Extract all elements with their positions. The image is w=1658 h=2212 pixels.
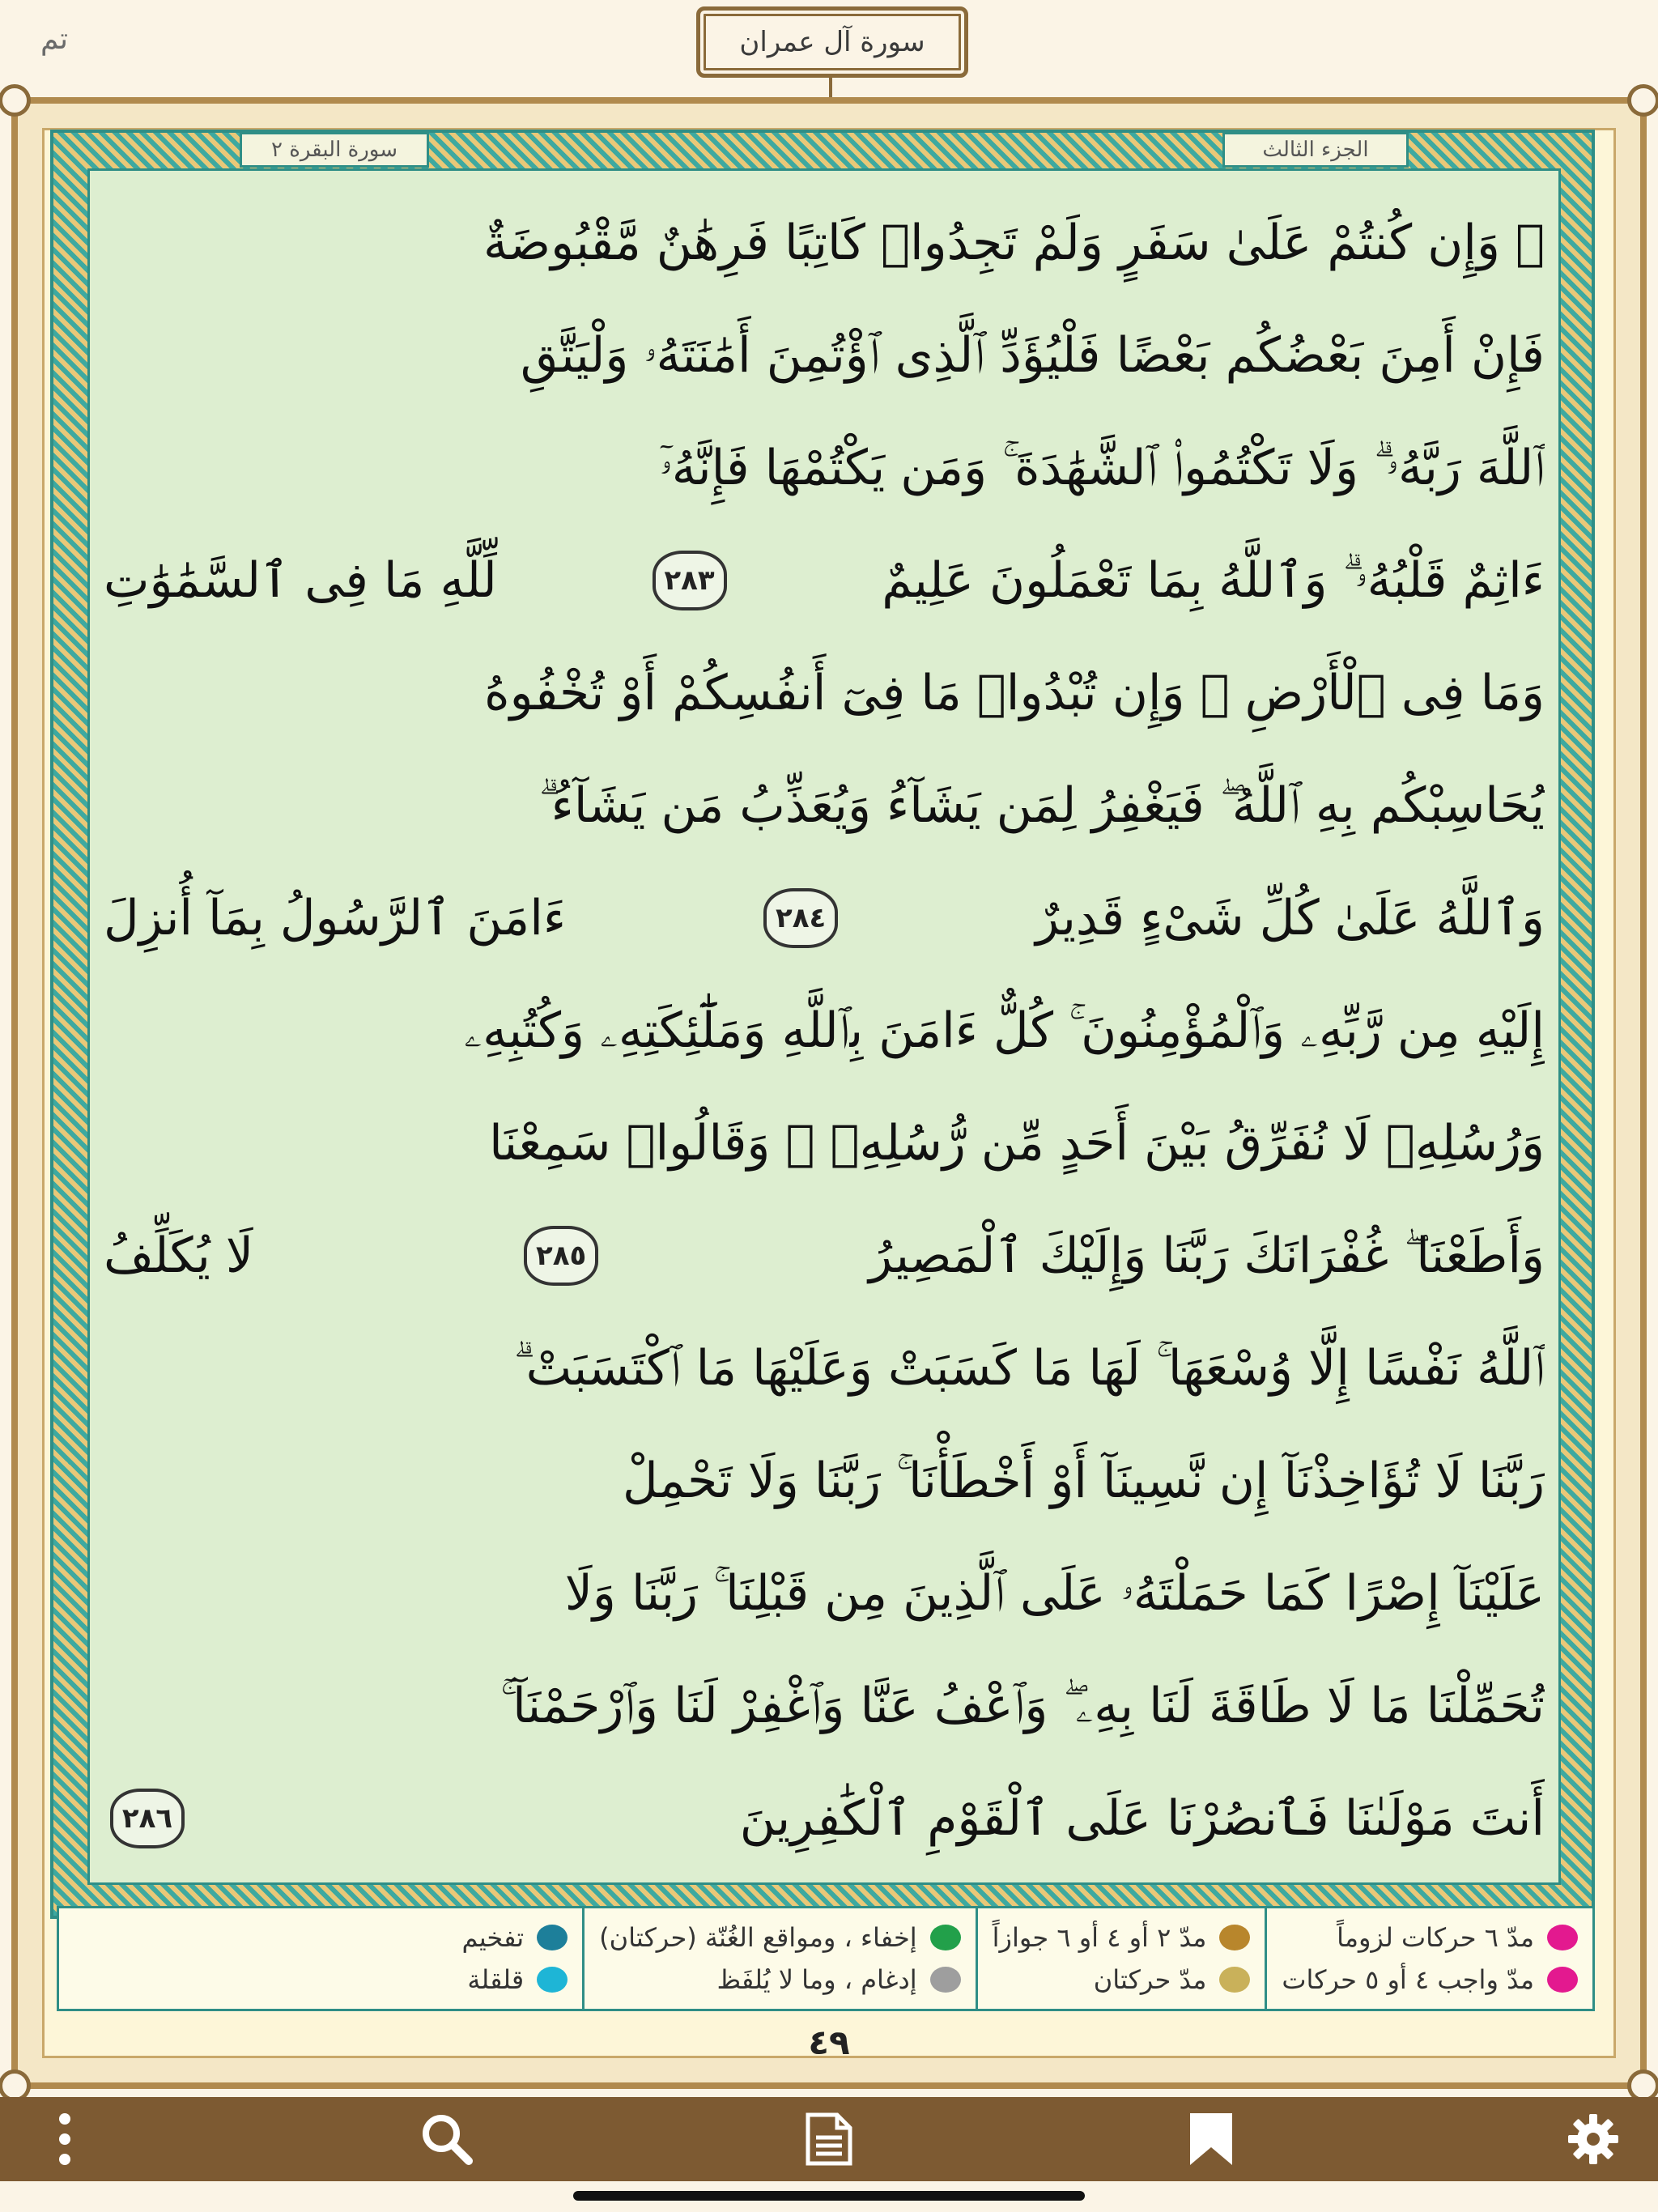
verse-line[interactable] [104, 861, 1545, 974]
corner-ornament [0, 84, 31, 117]
verse-line[interactable] [104, 1762, 1545, 1874]
verse-line[interactable]: وَرُسُلِهِۦ لَا نُفَرِّقُ بَيْنَ أَحَدٍ مِّن رُّسُلِهِۦ ۚ وَقَالُوا۟ سَمِعْنَا [489, 1114, 1545, 1172]
legend-label: تفخيم [461, 1922, 525, 1953]
verse-line[interactable]: عَلَيْنَآ إِصْرًا كَمَا حَمَلْتَهُۥ عَلَى ٱلَّذِينَ مِن قَبْلِنَا ۚ رَبَّنَا وَلَا [564, 1564, 1545, 1622]
legend-label: مدّ ٢ أو ٤ أو ٦ جوازاً [992, 1922, 1207, 1953]
verse-line[interactable]: وَمَا فِى ٱلْأَرْضِ ۗ وَإِن تُبْدُوا۟ مَا فِىٓ أَنفُسِكُمْ أَوْ تُخْفُوهُ [484, 664, 1545, 721]
legend-column [582, 1908, 975, 2009]
search-button[interactable] [414, 2107, 479, 2172]
legend-label: إدغام ، وما لا يُلفَظ [716, 1964, 917, 1995]
legend-item [599, 1964, 960, 1995]
legend-label: قلقلة [467, 1964, 525, 1995]
verse-line[interactable]: تُحَمِّلْنَا مَا لَا طَاقَةَ لَنَا بِهِۦ ۖ وَٱعْفُ عَنَّا وَٱغْفِرْ لَنَا وَٱرْحَمْنَآ ۚ [500, 1677, 1545, 1734]
top-bar [0, 0, 1658, 97]
verse-line[interactable]: ٱللَّهُ نَفْسًا إِلَّا وُسْعَهَا ۚ لَهَا مَا كَسَبَتْ وَعَلَيْهَا مَا ٱكْتَسَبَتْ ۗ [513, 1339, 1545, 1397]
legend-label: مدّ ٦ حركات لزوماً [1337, 1922, 1534, 1953]
verse-text: وَأَطَعْنَا ۖ غُفْرَانَكَ رَبَّنَا وَإِلَيْكَ ٱلْمَصِيرُ [869, 1227, 1545, 1284]
surah-title: سورة آل عمران [739, 26, 925, 58]
legend-item [993, 1964, 1251, 1995]
juz-label: الجزء الثالث [1222, 132, 1409, 168]
legend-item [461, 1964, 568, 1995]
legend-column [1265, 1908, 1592, 2009]
legend-dot [1219, 1925, 1250, 1950]
settings-icon [1567, 2112, 1620, 2166]
verse-lines [104, 186, 1545, 1874]
more-button[interactable] [32, 2107, 97, 2172]
legend-dot [1219, 1967, 1250, 1993]
corner-ornament [1627, 84, 1658, 117]
legend-label: مدّ واجب ٤ أو ٥ حركات [1282, 1964, 1534, 1995]
legend-dot [537, 1925, 568, 1950]
legend-dot [1547, 1967, 1578, 1993]
legend-dot [537, 1967, 568, 1993]
verse-line[interactable]: يُحَاسِبْكُم بِهِ ٱللَّهُ ۖ فَيَغْفِرُ لِمَن يَشَآءُ وَيُعَذِّبُ مَن يَشَآءُ ۗ [538, 776, 1545, 834]
legend-label: مدّ حركتان [1093, 1964, 1207, 1995]
ayah-number-marker[interactable]: ٢٨٥ [524, 1226, 598, 1286]
verse-line[interactable]: فَإِنْ أَمِنَ بَعْضُكُم بَعْضًا فَلْيُؤَدِّ ٱلَّذِى ٱؤْتُمِنَ أَمَٰنَتَهُۥ وَلْيَتَّقِ [520, 326, 1545, 384]
more-icon [53, 2111, 77, 2167]
verse-line[interactable]: ٱللَّهَ رَبَّهُۥ ۗ وَلَا تَكْتُمُوا۟ ٱلشَّهَٰدَةَ ۚ وَمَن يَكْتُمْهَا فَإِنَّهُۥٓ [659, 439, 1545, 496]
search-icon [420, 2112, 474, 2166]
verse-line[interactable] [104, 1199, 1545, 1312]
home-indicator [573, 2191, 1085, 2201]
legend-column [447, 1908, 582, 2009]
legend-dot [930, 1967, 961, 1993]
tajweed-legend [57, 1906, 1595, 2011]
legend-item [1282, 1964, 1578, 1995]
legend-item [993, 1922, 1251, 1953]
ayah-number-marker[interactable]: ٢٨٤ [763, 888, 838, 948]
verse-line[interactable]: رَبَّنَا لَا تُؤَاخِذْنَآ إِن نَّسِينَآ أَوْ أَخْطَأْنَا ۚ رَبَّنَا وَلَا تَحْمِلْ [622, 1452, 1545, 1509]
bookmark-button[interactable] [1179, 2107, 1244, 2172]
verse-text: ءَامَنَ ٱلرَّسُولُ بِمَآ أُنزِلَ [104, 889, 567, 946]
notes-button[interactable] [797, 2107, 861, 2172]
verse-text: وَٱللَّهُ عَلَىٰ كُلِّ شَىْءٍ قَدِيرٌ [1035, 889, 1545, 946]
legend-dot [930, 1925, 961, 1950]
notes-icon [805, 2112, 853, 2167]
verse-line[interactable] [104, 524, 1545, 636]
done-button[interactable]: تم [40, 23, 68, 56]
ayah-number-marker[interactable]: ٢٨٣ [653, 551, 727, 610]
legend-item [599, 1922, 960, 1953]
bookmark-icon [1187, 2112, 1235, 2167]
legend-item [1282, 1922, 1578, 1953]
surah-title-badge[interactable] [696, 6, 968, 78]
verse-text: ءَاثِمٌ قَلْبُهُۥ ۗ وَٱللَّهُ بِمَا تَعْمَلُونَ عَلِيمٌ [882, 551, 1545, 609]
verse-text: لَا يُكَلِّفُ [104, 1227, 254, 1284]
legend-item [461, 1922, 568, 1953]
verse-text: أَنتَ مَوْلَىٰنَا فَٱنصُرْنَا عَلَى ٱلْقَوْمِ ٱلْكَٰفِرِينَ [739, 1789, 1545, 1847]
legend-column [976, 1908, 1265, 2009]
surah-label: سورة البقرة ٢ [240, 132, 429, 168]
legend-label: إخفاء ، ومواقع الغُنّة (حركتان) [599, 1922, 917, 1953]
verse-line[interactable]: ۞ وَإِن كُنتُمْ عَلَىٰ سَفَرٍ وَلَمْ تَجِدُوا۟ كَاتِبًا فَرِهَٰنٌ مَّقْبُوضَةٌ [483, 214, 1545, 271]
verse-text: لِّلَّهِ مَا فِى ٱلسَّمَٰوَٰتِ [104, 551, 497, 609]
bottom-toolbar [0, 2097, 1658, 2181]
page-number: ٤٩ [808, 2023, 850, 2062]
legend-dot [1547, 1925, 1578, 1950]
settings-button[interactable] [1561, 2107, 1626, 2172]
verse-line[interactable]: إِلَيْهِ مِن رَّبِّهِۦ وَٱلْمُؤْمِنُونَ ۚ كُلٌّ ءَامَنَ بِٱللَّهِ وَمَلَٰٓئِكَتِهِۦ وَكُتُبِهِۦ [464, 1002, 1545, 1059]
ayah-number-marker[interactable]: ٢٨٦ [110, 1789, 185, 1848]
